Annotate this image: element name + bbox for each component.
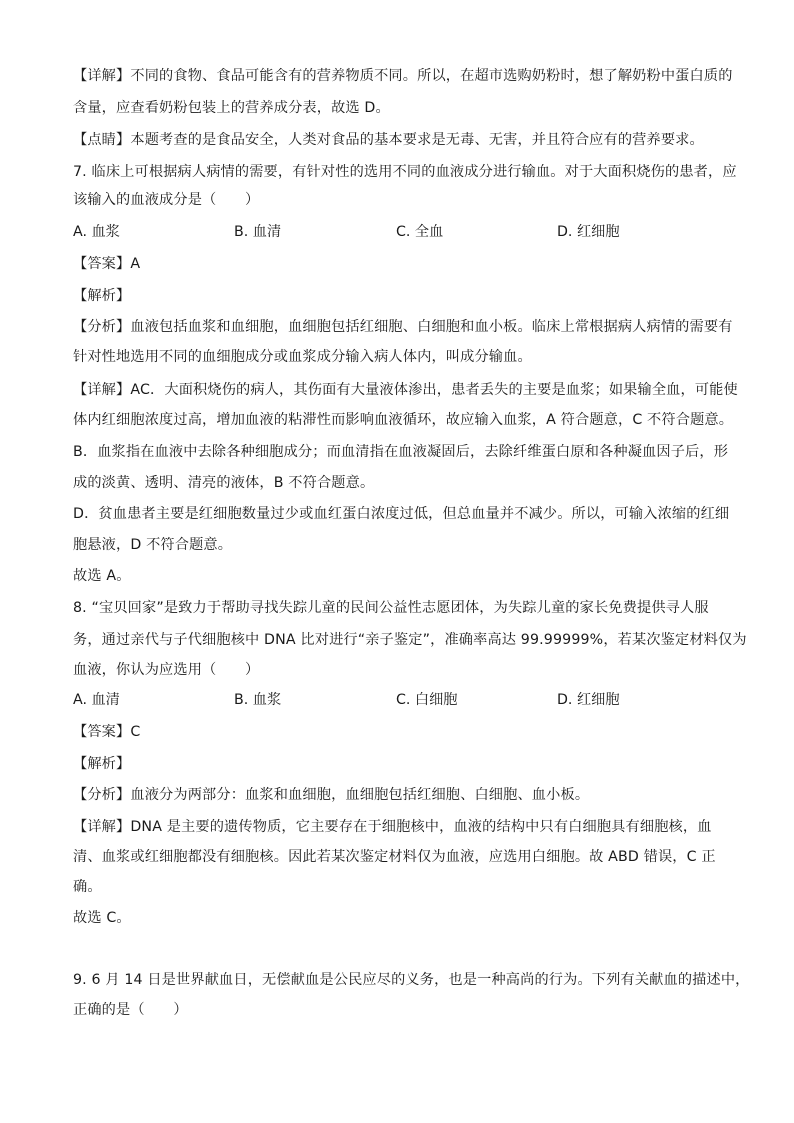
analyze-tag: 【分析】 [73,787,131,803]
q8-conclusion: 故选 C。 [73,910,131,926]
q9-stem-line-1: 9. 6 月 14 日是世界献血日，无偿献血是公民应尽的义务，也是一种高尚的行为。下列有关献血的描述中， [73,972,750,988]
q8-stem-line-3: 血液，你认为应选用（ ） [73,662,260,678]
answer-value: C [130,724,141,740]
q7-stem-line-1: 7. 临床上可根据病人病情的需要，有针对性的选用不同的血液成分进行输血。对于大面积烧伤的患者，应 [73,164,737,180]
detail-tag: 【详解】 [73,68,131,84]
q7-analyze-line-1: 【分析】血液包括血浆和血细胞，血细胞包括红细胞、白细胞和血小板。临床上常根据病人病情的需要有 [73,319,733,335]
q7-detail-line-1: 【详解】AC．大面积烧伤的病人，其伤面有大量液体渗出，患者丢失的主要是血浆；如果输全血，可能使 [73,382,738,398]
q7-analyze-line-2: 针对性地选用不同的血细胞成分或血浆成分输入病人体内，叫成分输血。 [73,349,532,365]
detail-tag: 【详解】 [73,382,131,398]
q7-conclusion: 故选 A。 [73,568,131,584]
q8-detail-line-3: 确。 [73,879,102,895]
q7-detail-line-3: B．血浆指在血液中去除各种细胞成分；而血清指在血液凝固后，去除纤维蛋白原和各种凝血因子后，形 [73,444,729,460]
q7-stem-line-2: 该输入的血液成分是（ ） [73,192,260,208]
answer-value: A [130,256,141,272]
q7-option-b: B. 血清 [234,224,282,240]
comment-tag: 【点睛】 [73,132,131,148]
q8-option-a: A. 血清 [73,692,120,708]
q7-detail-line-2: 体内红细胞浓度过高，增加血液的粘滞性而影响血液循环，故应输入血浆，A 符合题意，C 不符合题意。 [73,412,734,428]
q8-stem-line-1: 8. “宝贝回家”是致力于帮助寻找失踪儿童的民间公益性志愿团体，为失踪儿童的家长免费提供寻人服 [73,600,709,616]
q8-detail-line-2: 清、血浆或红细胞都没有细胞核。因此若某次鉴定材料仅为血液，应选用白细胞。故 ABD 错误，C 正 [73,849,716,865]
q6-detail-line-1: 【详解】不同的食物、食品可能含有的营养物质不同。所以，在超市选购奶粉时，想了解奶粉中蛋白质的 [73,68,733,84]
q6-comment-line: 【点睛】本题考查的是食品安全，人类对食品的基本要求是无毒、无害，并且符合应有的营养要求。 [73,132,704,148]
q6-detail-line-2: 含量，应查看奶粉包装上的营养成分表，故选 D。 [73,100,390,116]
q8-stem-line-2: 务，通过亲代与子代细胞核中 DNA 比对进行“亲子鉴定”，准确率高达 99.99999%，若某次鉴定材料仅为 [73,632,747,648]
q7-detail-line-5: D．贫血患者主要是红细胞数量过少或血红蛋白浓度过低，但总血量并不减少。所以，可输入浓缩的红细 [73,506,730,522]
q7-detail-line-4: 成的淡黄、透明、清亮的液体，B 不符合题意。 [73,475,375,491]
q7-detail-line-6: 胞悬液，D 不符合题意。 [73,537,233,553]
q7-analysis-tag: 【解析】 [73,288,131,304]
q9-stem-line-2: 正确的是（ ） [73,1002,188,1018]
q8-option-c: C. 白细胞 [396,692,458,708]
q7-option-d: D. 红细胞 [557,224,620,240]
q8-option-b: B. 血浆 [234,692,282,708]
q8-analyze-line-1: 【分析】血液分为两部分：血浆和血细胞，血细胞包括红细胞、白细胞、血小板。 [73,787,590,803]
q8-detail-line-1: 【详解】DNA 是主要的遗传物质，它主要存在于细胞核中，血液的结构中只有白细胞具有细胞核，血 [73,819,712,835]
q7-option-c: C. 全血 [396,224,444,240]
detail-tag: 【详解】 [73,819,131,835]
answer-tag: 【答案】 [73,724,131,740]
answer-tag: 【答案】 [73,256,131,272]
q8-analysis-tag: 【解析】 [73,756,131,772]
q8-answer-line [73,722,140,742]
q7-answer-line [73,254,140,274]
q7-option-a: A. 血浆 [73,224,120,240]
q8-option-d: D. 红细胞 [557,692,620,708]
analyze-tag: 【分析】 [73,319,131,335]
